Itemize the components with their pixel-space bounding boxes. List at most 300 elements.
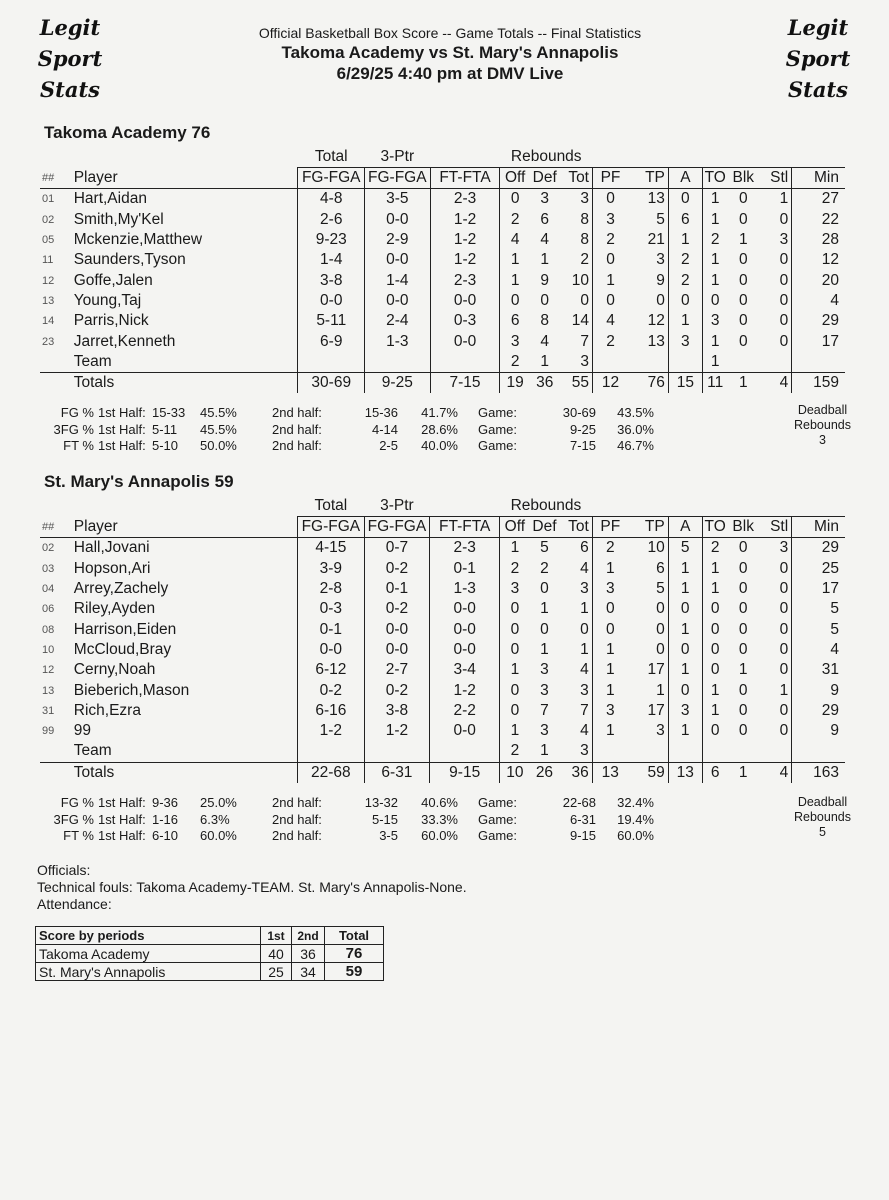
pct-g-val: 6-31 xyxy=(569,811,596,827)
pct-h2-val: 13-32 xyxy=(364,795,398,810)
player-name: Smith,My'Kel xyxy=(73,210,164,228)
jersey-number: 10 xyxy=(42,643,55,656)
stat-fg: 4-8 xyxy=(298,189,365,210)
stat-off: 6 xyxy=(500,311,530,331)
pct-h1-pct: 25.0% xyxy=(200,795,237,810)
blank-cell xyxy=(702,496,727,517)
stat-pf: 1 xyxy=(592,721,628,741)
pct-h1-pct: 45.5% xyxy=(200,405,237,420)
stat-ft: 3-4 xyxy=(430,660,500,680)
col-header-stl: Stl xyxy=(759,168,792,189)
stat-tot: 3 xyxy=(580,742,589,760)
player-name: Team xyxy=(73,352,112,370)
blank-cell xyxy=(668,496,702,517)
stat-blk: 0 xyxy=(738,722,748,740)
stat-def: 4 xyxy=(540,332,550,350)
stat-to: 1 xyxy=(702,250,727,270)
pct-h1-val: 15-33 xyxy=(152,405,186,420)
deadball-value: 3 xyxy=(819,433,826,447)
total-off: 10 xyxy=(500,762,530,783)
stat-tot: 3 xyxy=(580,681,589,699)
player-name: Goffe,Jalen xyxy=(73,271,153,289)
stat-tot: 7 xyxy=(580,701,589,719)
pct-g-pct: 36.0% xyxy=(617,421,654,437)
stat-min: 31 xyxy=(792,660,845,680)
player-name: 99 xyxy=(73,722,92,740)
stat-a: 0 xyxy=(668,680,702,700)
stat-blk: 0 xyxy=(738,271,748,289)
stat-stl: 0 xyxy=(779,701,789,719)
col-header-a: A xyxy=(668,517,702,538)
score-by-periods-table xyxy=(35,926,384,981)
stat-to: 0 xyxy=(702,599,727,619)
stat-tp: 9 xyxy=(656,271,665,289)
stat-a: 1 xyxy=(668,579,702,599)
player-name: Hall,Jovani xyxy=(73,539,150,557)
player-row xyxy=(40,210,845,230)
stat-stl: 0 xyxy=(779,640,789,658)
col-header-tp3: FG-FGA xyxy=(365,168,431,189)
pct-label: FG % xyxy=(60,405,94,420)
stat-tp3: 0-0 xyxy=(365,210,431,230)
pct-g-label: Game: xyxy=(478,828,518,843)
stat-fg: 4-15 xyxy=(298,538,365,559)
pct-g-pct: 32.4% xyxy=(617,795,654,810)
logo-line: Stats xyxy=(788,77,848,102)
col-header-min: Min xyxy=(792,168,845,189)
stat-ft: 2-3 xyxy=(430,189,500,210)
blank-cell xyxy=(430,496,500,517)
stat-tot: 1 xyxy=(580,640,589,658)
stat-a: 2 xyxy=(668,270,702,290)
pct-h1-pct: 6.3% xyxy=(200,811,230,827)
pct-g-label: Game: xyxy=(478,405,518,420)
player-name: Parris,Nick xyxy=(73,312,149,330)
pct-h1-val: 5-10 xyxy=(152,438,179,453)
stat-off: 4 xyxy=(500,230,530,250)
stat-pf: 1 xyxy=(592,680,628,700)
stat-tot: 3 xyxy=(580,580,589,598)
stat-def: 1 xyxy=(540,640,549,658)
total-ft: 7-15 xyxy=(430,372,500,393)
pct-g-label: Game: xyxy=(478,421,518,437)
logo-line: Legit xyxy=(39,15,101,40)
stat-def: 1 xyxy=(540,600,549,618)
player-name: Rich,Ezra xyxy=(73,701,141,719)
logo-line: Sport xyxy=(37,46,103,71)
pct-label: 3FG % xyxy=(53,421,94,437)
stat-off: 0 xyxy=(500,680,530,700)
stat-tp: 3 xyxy=(656,722,665,740)
stat-off: 3 xyxy=(500,331,530,351)
stat-fg: 1-4 xyxy=(298,250,365,270)
player-name: Bieberich,Mason xyxy=(73,681,190,699)
stat-stl: 3 xyxy=(779,231,789,249)
stat-pf: 4 xyxy=(593,311,629,331)
stat-fg: 3-9 xyxy=(298,559,365,579)
stat-fg: 9-23 xyxy=(298,230,365,250)
stat-tp3: 1-3 xyxy=(365,331,431,351)
col-header-tp3: FG-FGA xyxy=(364,517,430,538)
player-row xyxy=(40,311,845,331)
stat-tp: 21 xyxy=(647,231,665,249)
stat-pf: 2 xyxy=(593,331,629,351)
stat-to: 2 xyxy=(702,538,727,559)
player-row xyxy=(40,559,845,579)
total-ft: 9-15 xyxy=(430,762,500,783)
periods-row xyxy=(36,963,384,981)
player-row xyxy=(40,331,845,351)
stat-off: 0 xyxy=(500,189,530,210)
stat-tp3: 0-2 xyxy=(364,599,430,619)
box-score-table xyxy=(40,147,845,393)
stat-a: 6 xyxy=(668,210,702,230)
col-header-tp: TP xyxy=(628,168,668,189)
blank-cell xyxy=(792,496,845,517)
stat-tot: 14 xyxy=(571,312,589,330)
jersey-number xyxy=(40,352,74,373)
player-row xyxy=(40,538,845,559)
stat-off: 1 xyxy=(500,270,530,290)
player-row xyxy=(40,619,845,639)
stat-min: 4 xyxy=(792,291,845,311)
stat-tp: 17 xyxy=(647,701,665,719)
stat-a: 2 xyxy=(668,250,702,270)
col-header-num: ## xyxy=(40,168,74,189)
jersey-number: 13 xyxy=(42,684,55,697)
total-fg: 30-69 xyxy=(298,372,365,393)
stat-tp: 0 xyxy=(656,291,665,309)
pct-h2-label: 2nd half: xyxy=(272,811,322,827)
stat-def: 0 xyxy=(540,580,549,598)
jersey-number: 99 xyxy=(42,725,55,738)
pct-h2-val: 5-15 xyxy=(371,811,398,827)
stat-min xyxy=(792,352,845,373)
jersey-number: 23 xyxy=(42,335,55,348)
total-tp3: 9-25 xyxy=(365,372,431,393)
periods-header-row xyxy=(36,927,384,945)
group-3ptr-header: 3-Ptr xyxy=(380,497,414,514)
stat-fg xyxy=(298,352,365,373)
stat-pf: 0 xyxy=(592,619,628,639)
stat-tp3: 3-5 xyxy=(365,189,431,210)
total-def: 26 xyxy=(530,762,560,783)
stat-tp: 17 xyxy=(647,661,665,679)
player-name: Hopson,Ari xyxy=(73,559,151,577)
box-score-body xyxy=(40,147,845,393)
stat-to: 1 xyxy=(702,270,727,290)
total-to: 6 xyxy=(702,762,727,783)
col-header-fg: FG-FGA xyxy=(298,168,365,189)
player-row xyxy=(40,230,845,250)
stat-fg: 3-8 xyxy=(298,270,365,290)
box-score-body xyxy=(40,496,845,783)
stat-stl xyxy=(759,352,792,373)
stat-to: 1 xyxy=(702,579,727,599)
periods-header-label: Score by periods xyxy=(36,927,261,945)
stat-off: 2 xyxy=(500,559,530,579)
stat-ft xyxy=(430,352,500,373)
stat-stl: 1 xyxy=(779,190,789,208)
stat-stl: 0 xyxy=(779,210,789,228)
stat-a: 1 xyxy=(668,619,702,639)
col-header-tp: TP xyxy=(628,517,668,538)
stat-to: 1 xyxy=(702,559,727,579)
stat-off: 0 xyxy=(500,619,530,639)
deadball-label: Rebounds xyxy=(794,418,851,432)
header-matchup: Takoma Academy vs St. Mary's Annapolis xyxy=(281,43,619,62)
stat-tot: 1 xyxy=(580,600,589,618)
player-name: Team xyxy=(73,742,112,760)
total-to: 11 xyxy=(702,372,727,393)
periods-team: Takoma Academy xyxy=(36,945,261,963)
jersey-number: 02 xyxy=(42,213,55,226)
stat-tot: 4 xyxy=(580,722,589,740)
periods-total: 59 xyxy=(325,963,384,981)
stat-min: 5 xyxy=(792,619,845,639)
blank-cell xyxy=(40,372,74,393)
stat-def: 3 xyxy=(540,681,549,699)
stat-min: 9 xyxy=(792,721,845,741)
stat-tot: 8 xyxy=(580,231,589,249)
jersey-number: 01 xyxy=(42,193,55,206)
shooting-percentages xyxy=(44,795,654,845)
stat-ft: 1-2 xyxy=(430,230,500,250)
stat-ft: 0-0 xyxy=(430,640,500,660)
player-row xyxy=(40,660,845,680)
officials-block xyxy=(37,862,467,913)
stat-min: 17 xyxy=(792,579,845,599)
player-row xyxy=(40,721,845,741)
stat-stl: 0 xyxy=(779,580,789,598)
pct-label: 3FG % xyxy=(53,811,94,827)
stat-min: 29 xyxy=(792,538,845,559)
col-header-stl: Stl xyxy=(759,517,792,538)
stat-min: 29 xyxy=(792,701,845,721)
stat-min: 27 xyxy=(792,189,845,210)
stat-tp: 6 xyxy=(656,559,665,577)
stat-blk: 1 xyxy=(738,231,748,249)
stat-def: 0 xyxy=(540,291,550,309)
blank-cell xyxy=(40,762,74,783)
stat-tp: 0 xyxy=(656,600,665,618)
blank-cell xyxy=(668,147,702,168)
pct-g-label: Game: xyxy=(478,811,518,827)
stat-stl: 0 xyxy=(779,600,789,618)
total-blk: 1 xyxy=(728,762,759,783)
pct-h2-pct: 60.0% xyxy=(421,828,458,843)
col-header-blk: Blk xyxy=(728,168,759,189)
jersey-number: 02 xyxy=(42,542,55,555)
pct-h1-label: 1st Half: xyxy=(98,438,146,453)
jersey-number: 13 xyxy=(42,294,55,307)
stat-a: 1 xyxy=(668,721,702,741)
stat-ft xyxy=(430,741,500,762)
group-rebounds-header: Rebounds xyxy=(510,497,582,514)
player-row xyxy=(40,270,845,290)
stat-off: 0 xyxy=(500,701,530,721)
stat-min: 5 xyxy=(792,599,845,619)
stat-stl: 0 xyxy=(779,332,789,350)
stat-ft: 2-3 xyxy=(430,270,500,290)
total-min: 163 xyxy=(792,762,845,783)
deadball-value: 5 xyxy=(819,825,826,839)
pct-h1-pct: 45.5% xyxy=(200,421,237,437)
deadball-label: Deadball xyxy=(797,795,848,809)
blank-cell xyxy=(759,147,792,168)
pct-h1-label: 1st Half: xyxy=(98,811,146,827)
total-pf: 12 xyxy=(593,372,629,393)
stat-ft: 0-0 xyxy=(430,291,500,311)
stat-blk: 0 xyxy=(738,620,748,638)
player-name: Arrey,Zachely xyxy=(73,580,169,598)
jersey-number: 14 xyxy=(42,315,55,328)
stat-tp3: 3-8 xyxy=(364,701,430,721)
stat-min: 9 xyxy=(792,680,845,700)
stat-ft: 0-3 xyxy=(430,311,500,331)
stat-tot: 3 xyxy=(580,190,589,208)
stat-tp3: 2-4 xyxy=(365,311,431,331)
stat-fg: 1-2 xyxy=(298,721,365,741)
stat-to: 1 xyxy=(702,210,727,230)
jersey-number: 06 xyxy=(42,603,55,616)
stat-fg: 0-0 xyxy=(298,291,365,311)
col-header-fg: FG-FGA xyxy=(298,517,365,538)
pct-g-val: 9-15 xyxy=(569,828,596,843)
jersey-number: 08 xyxy=(42,623,55,636)
pct-h2-val: 4-14 xyxy=(371,421,398,437)
pct-g-val: 30-69 xyxy=(562,405,596,420)
blank-cell xyxy=(759,496,792,517)
jersey-number: 03 xyxy=(42,562,55,575)
stat-pf: 1 xyxy=(592,660,628,680)
pct-h2-label: 2nd half: xyxy=(272,795,322,810)
pct-h1-label: 1st Half: xyxy=(98,795,146,810)
stat-ft: 0-0 xyxy=(430,331,500,351)
stat-off: 2 xyxy=(500,352,530,373)
stat-def: 2 xyxy=(540,559,549,577)
stat-tp3: 2-9 xyxy=(365,230,431,250)
stat-to: 1 xyxy=(702,331,727,351)
total-tp: 76 xyxy=(628,372,668,393)
stat-ft: 1-3 xyxy=(430,579,500,599)
pct-h1-val: 1-16 xyxy=(152,811,179,827)
total-def: 36 xyxy=(530,372,560,393)
col-header-blk: Blk xyxy=(728,517,759,538)
col-header-tot: Tot xyxy=(559,517,592,538)
periods-header-1st: 1st xyxy=(261,927,292,945)
player-row xyxy=(40,680,845,700)
pct-h2-label: 2nd half: xyxy=(272,421,322,437)
pct-h2-val: 2-5 xyxy=(379,438,398,453)
stat-stl: 0 xyxy=(779,620,789,638)
stat-tot: 4 xyxy=(580,559,589,577)
stat-stl: 0 xyxy=(779,251,789,269)
totals-label: Totals xyxy=(74,762,298,783)
stat-tot: 2 xyxy=(580,251,589,269)
stat-pf: 0 xyxy=(593,291,629,311)
pct-g-pct: 60.0% xyxy=(617,828,654,843)
pct-h1-pct: 50.0% xyxy=(200,438,237,453)
blank-cell xyxy=(592,496,628,517)
player-name: Cerny,Noah xyxy=(73,661,156,679)
stat-tot: 4 xyxy=(580,661,589,679)
stat-fg: 2-6 xyxy=(298,210,365,230)
stat-min: 29 xyxy=(792,311,845,331)
stat-blk xyxy=(728,741,759,762)
stat-tot: 10 xyxy=(571,271,589,289)
stat-def: 9 xyxy=(540,271,550,289)
pct-row xyxy=(44,812,654,829)
stat-pf: 2 xyxy=(593,230,629,250)
stat-pf: 3 xyxy=(592,701,628,721)
blank-cell xyxy=(40,147,74,168)
total-off: 19 xyxy=(500,372,530,393)
stat-off: 1 xyxy=(500,660,530,680)
totals-label: Totals xyxy=(74,372,298,393)
stat-tp3: 0-2 xyxy=(364,680,430,700)
stat-off: 2 xyxy=(500,210,530,230)
stat-off: 0 xyxy=(500,599,530,619)
blank-cell xyxy=(628,496,668,517)
logo-line: Sport xyxy=(785,46,851,71)
stat-fg: 6-12 xyxy=(298,660,365,680)
stat-ft: 2-2 xyxy=(430,701,500,721)
pct-h2-pct: 41.7% xyxy=(421,405,458,420)
stat-stl: 0 xyxy=(779,312,789,330)
pct-row xyxy=(44,422,654,439)
column-header xyxy=(40,517,845,538)
stat-def: 1 xyxy=(540,742,549,760)
pct-label: FG % xyxy=(60,795,94,810)
stat-pf: 2 xyxy=(592,538,628,559)
logo-line: Stats xyxy=(40,77,100,102)
stat-fg: 0-2 xyxy=(298,680,365,700)
pct-h1-val: 5-11 xyxy=(152,421,178,437)
attendance-line: Attendance: xyxy=(37,896,112,912)
total-stl: 4 xyxy=(759,372,792,393)
stat-ft: 1-2 xyxy=(430,250,500,270)
stat-def: 3 xyxy=(540,190,550,208)
stat-min: 17 xyxy=(792,331,845,351)
stat-off: 1 xyxy=(500,721,530,741)
periods-row xyxy=(36,945,384,963)
group-3ptr-header: 3-Ptr xyxy=(380,148,415,165)
pct-row xyxy=(44,795,654,812)
stat-pf: 3 xyxy=(592,579,628,599)
total-tp: 59 xyxy=(628,762,668,783)
stat-tp xyxy=(628,741,668,762)
stat-pf: 3 xyxy=(593,210,629,230)
periods-2nd: 34 xyxy=(292,963,325,981)
player-name: Riley,Ayden xyxy=(73,600,156,618)
stat-blk: 0 xyxy=(738,701,748,719)
group-total-header: Total xyxy=(314,497,348,514)
stat-pf: 0 xyxy=(593,250,629,270)
pct-h2-label: 2nd half: xyxy=(272,828,322,843)
stat-tp3: 0-0 xyxy=(365,291,431,311)
total-tp3: 6-31 xyxy=(364,762,430,783)
player-name: Hart,Aidan xyxy=(73,190,147,208)
stat-a xyxy=(668,741,702,762)
stat-to: 0 xyxy=(702,291,727,311)
stat-off: 3 xyxy=(500,579,530,599)
stat-a xyxy=(668,352,702,373)
stat-a: 5 xyxy=(668,538,702,559)
stat-tp: 12 xyxy=(647,312,665,330)
stat-pf xyxy=(592,741,628,762)
col-header-player: Player xyxy=(74,168,298,189)
